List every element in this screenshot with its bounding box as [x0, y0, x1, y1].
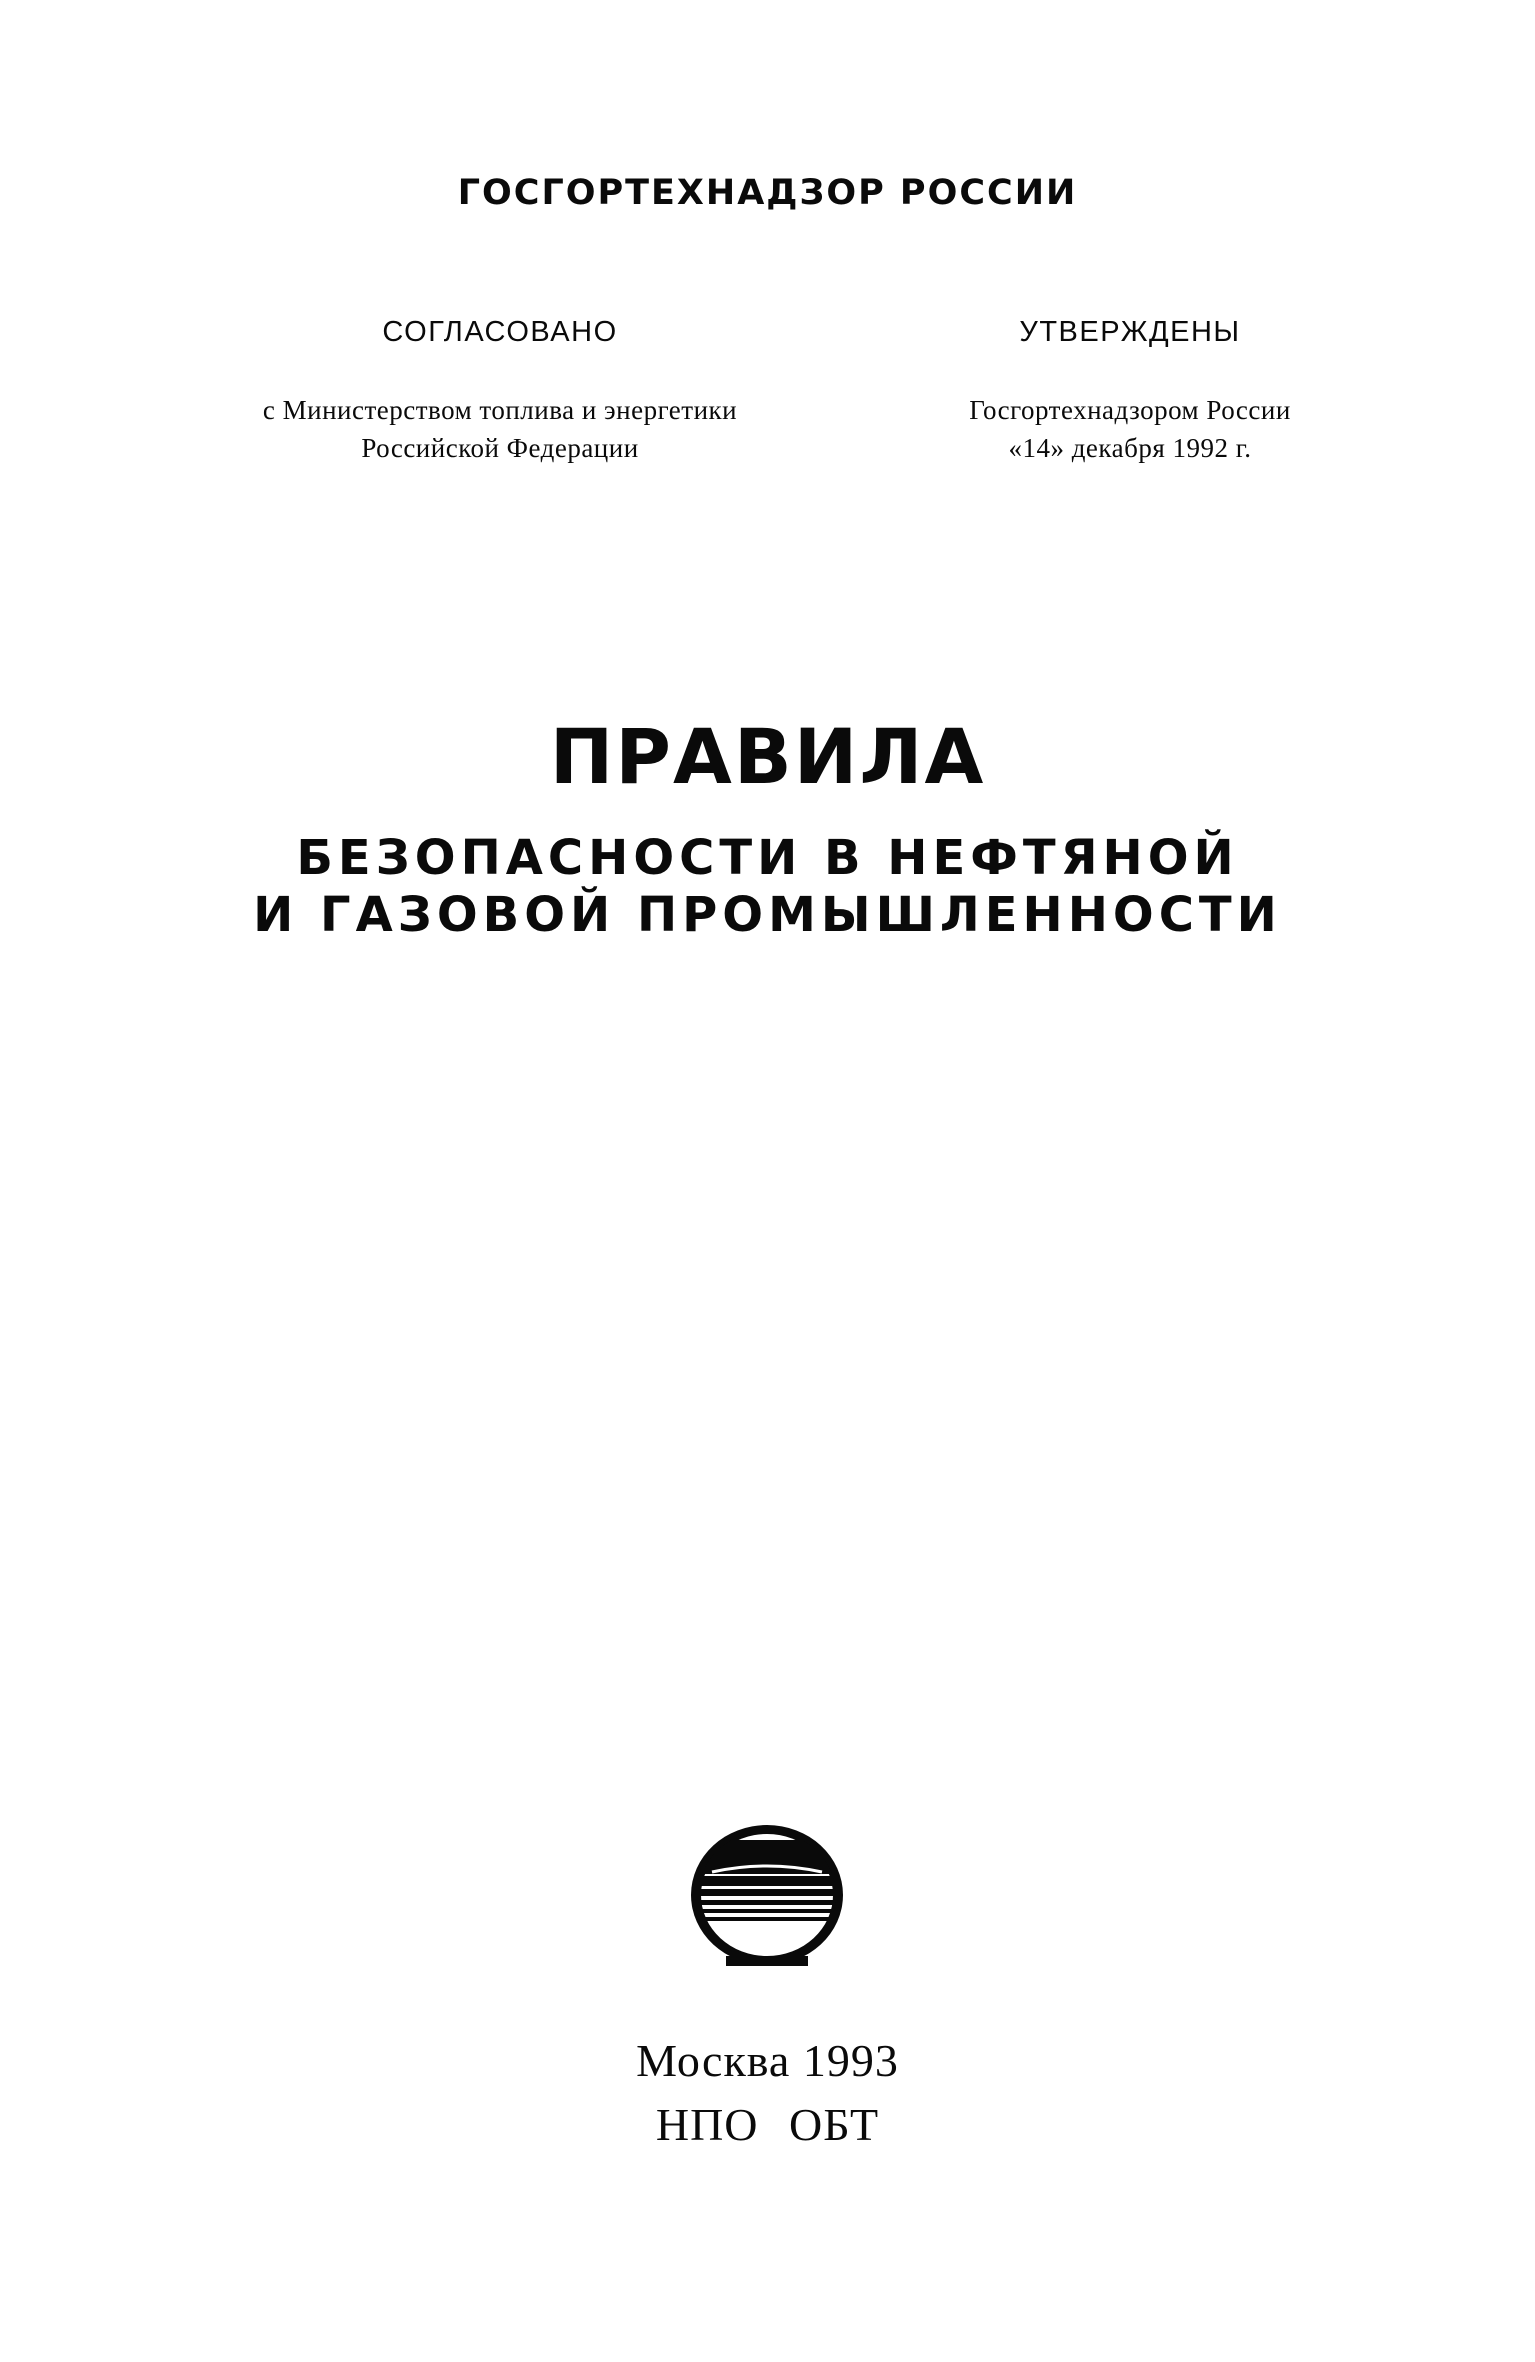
agency-name: ГОСГОРТЕХНАДЗОР РОССИИ	[457, 173, 1078, 213]
document-subtitle-line-1: БЕЗОПАСНОСТИ В НЕФТЯНОЙ	[296, 830, 1239, 886]
agreed-block	[180, 316, 820, 467]
approved-line-2: «14» декабря 1992 г.	[1008, 433, 1252, 463]
agreed-line-1: с Министерством топлива и энергетики	[262, 395, 738, 425]
document-subtitle-line-2: И ГАЗОВОЙ ПРОМЫШЛЕННОСТИ	[253, 887, 1282, 943]
agreed-heading: СОГЛАСОВАНО	[382, 316, 618, 348]
imprint-publisher: НПО ОБТ	[655, 2099, 880, 2150]
document-title: ПРАВИЛА	[549, 712, 986, 801]
approved-heading: УТВЕРЖДЕНЫ	[1019, 316, 1241, 348]
imprint-city-year: Москва 1993	[636, 2035, 899, 2086]
agreed-line-2: Российской Федерации	[361, 433, 639, 463]
approved-block	[915, 316, 1345, 467]
publisher-logo-icon	[682, 1820, 852, 1970]
approved-line-1: Госгортехнадзором России	[969, 395, 1291, 425]
